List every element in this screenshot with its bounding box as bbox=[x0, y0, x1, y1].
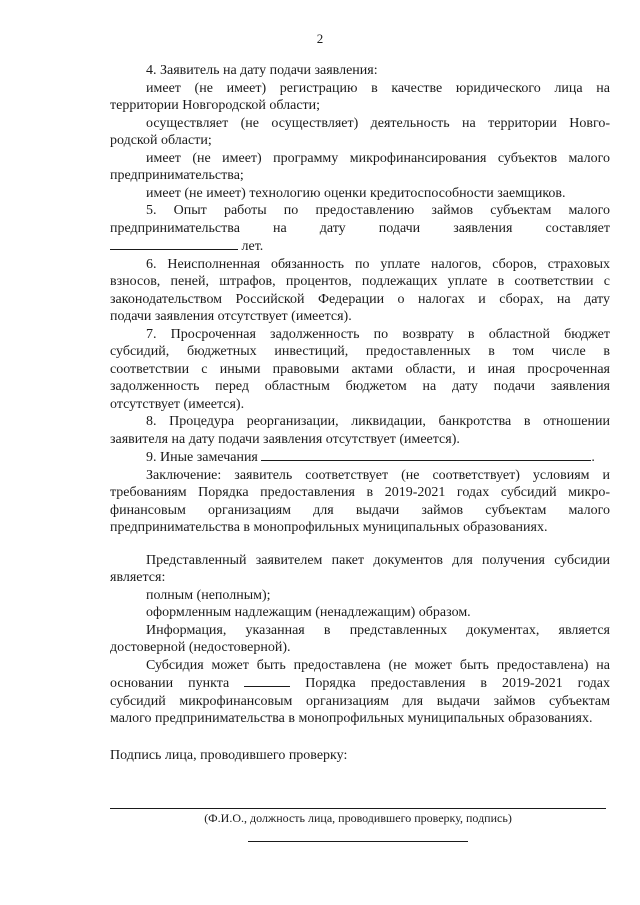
item7-line3: соответствии с иными правовыми актами области, и иная просроченная bbox=[110, 361, 610, 377]
item4-title: 4. Заявитель на дату подачи заявления: bbox=[146, 63, 378, 78]
item6-line3: законодательством Российской Федерации о налогах и сборах, на дату bbox=[110, 291, 610, 307]
item6-line1: 6. Неисполненная обязанность по уплате налогов, сборов, страховых bbox=[146, 256, 610, 272]
item4-activity-line-cont: родской области; bbox=[110, 133, 212, 148]
item9-line bbox=[110, 448, 610, 467]
subsidy-line3: субсидий микрофинансовым организациям для выдачи займов субъектам bbox=[110, 693, 610, 709]
information-line1: Информация, указанная в представленных документах, является bbox=[146, 622, 610, 638]
conclusion-line1: Заключение: заявитель соответствует (не соответствует) условиям и bbox=[146, 467, 610, 483]
item4-program-line-cont: предпринимательства; bbox=[110, 168, 244, 183]
information-line2: достоверной (недостоверной). bbox=[110, 640, 291, 655]
experience-years-blank[interactable] bbox=[110, 237, 238, 250]
signature-label: Подпись лица, проводившего проверку: bbox=[110, 747, 348, 763]
signature-line[interactable] bbox=[110, 808, 606, 809]
package-line1: Представленный заявителем пакет документов для получения субсидии bbox=[146, 552, 610, 568]
package-formatted-line: оформленным надлежащим (ненадлежащим) образом. bbox=[146, 605, 471, 620]
conclusion-line3: финансовым организациям для выдачи займов субъектам малого bbox=[110, 502, 610, 518]
remarks-blank[interactable] bbox=[261, 448, 591, 461]
item4-activity-line: осуществляет (не осуществляет) деятельность на территории Новго- bbox=[146, 115, 610, 131]
item4-program-line: имеет (не имеет) программу микрофинансирования субъектов малого bbox=[146, 150, 610, 166]
page-number: 2 bbox=[316, 31, 324, 46]
item5-line2: предпринимательства на дату подачи заявления составляет bbox=[110, 220, 610, 236]
item4-registration-line-cont: территории Новгородской области; bbox=[110, 98, 321, 113]
subsidy-basis-label: основании пункта bbox=[110, 676, 230, 691]
clause-number-blank[interactable] bbox=[244, 674, 290, 687]
conclusion-line2: требованиям Порядка предоставления в 2019-2021 годах субсидий микро- bbox=[110, 485, 610, 500]
item5-line3 bbox=[110, 237, 610, 256]
item7-line4: задолженность перед областным бюджетом на дату подачи заявления bbox=[110, 379, 610, 394]
subsidy-line2 bbox=[110, 674, 610, 693]
signature-caption: (Ф.И.О., должность лица, проводившего проверку, подпись) bbox=[204, 811, 512, 825]
subsidy-order-text: Порядка предоставления в 2019-2021 годах bbox=[305, 676, 610, 691]
conclusion-line4: предпринимательства в монопрофильных муниципальных образованиях. bbox=[110, 520, 548, 535]
subsidy-line4: малого предпринимательства в монопрофильных муниципальных образованиях. bbox=[110, 711, 593, 726]
item7-line5: отсутствует (имеется). bbox=[110, 396, 245, 412]
item6-line2: взносов, пеней, штрафов, процентов, подлежащих уплате в соответствии с bbox=[110, 274, 610, 289]
item4-technology-line: имеет (не имеет) технологию оценки кредитоспособности заемщиков. bbox=[146, 185, 566, 201]
item7-line1: 7. Просроченная задолженность по возврату в областной бюджет bbox=[146, 326, 610, 342]
item5-line1: 5. Опыт работы по предоставлению займов субъектам малого bbox=[146, 203, 610, 218]
item6-line4: подачи заявления отсутствует (имеется). bbox=[110, 309, 352, 324]
date-line[interactable] bbox=[248, 841, 468, 842]
item8-line2: заявителя на дату подачи заявления отсутствует (имеется). bbox=[110, 431, 460, 447]
item4-registration-line: имеет (не имеет) регистрацию в качестве юридического лица на bbox=[146, 80, 610, 96]
subsidy-line1: Субсидия может быть предоставлена (не может быть предоставлена) на bbox=[146, 657, 610, 673]
years-suffix: лет. bbox=[241, 239, 264, 254]
item7-line2: субсидий, бюджетных инвестиций, предоставленных в том числе в bbox=[110, 344, 610, 359]
package-line2: является: bbox=[110, 570, 166, 585]
item8-line1: 8. Процедура реорганизации, ликвидации, банкротства в отношении bbox=[146, 414, 610, 429]
item9-label: 9. Иные замечания bbox=[146, 450, 258, 465]
document-body bbox=[110, 62, 610, 764]
package-complete-line: полным (неполным); bbox=[146, 587, 271, 603]
item9-period: . bbox=[591, 450, 595, 465]
